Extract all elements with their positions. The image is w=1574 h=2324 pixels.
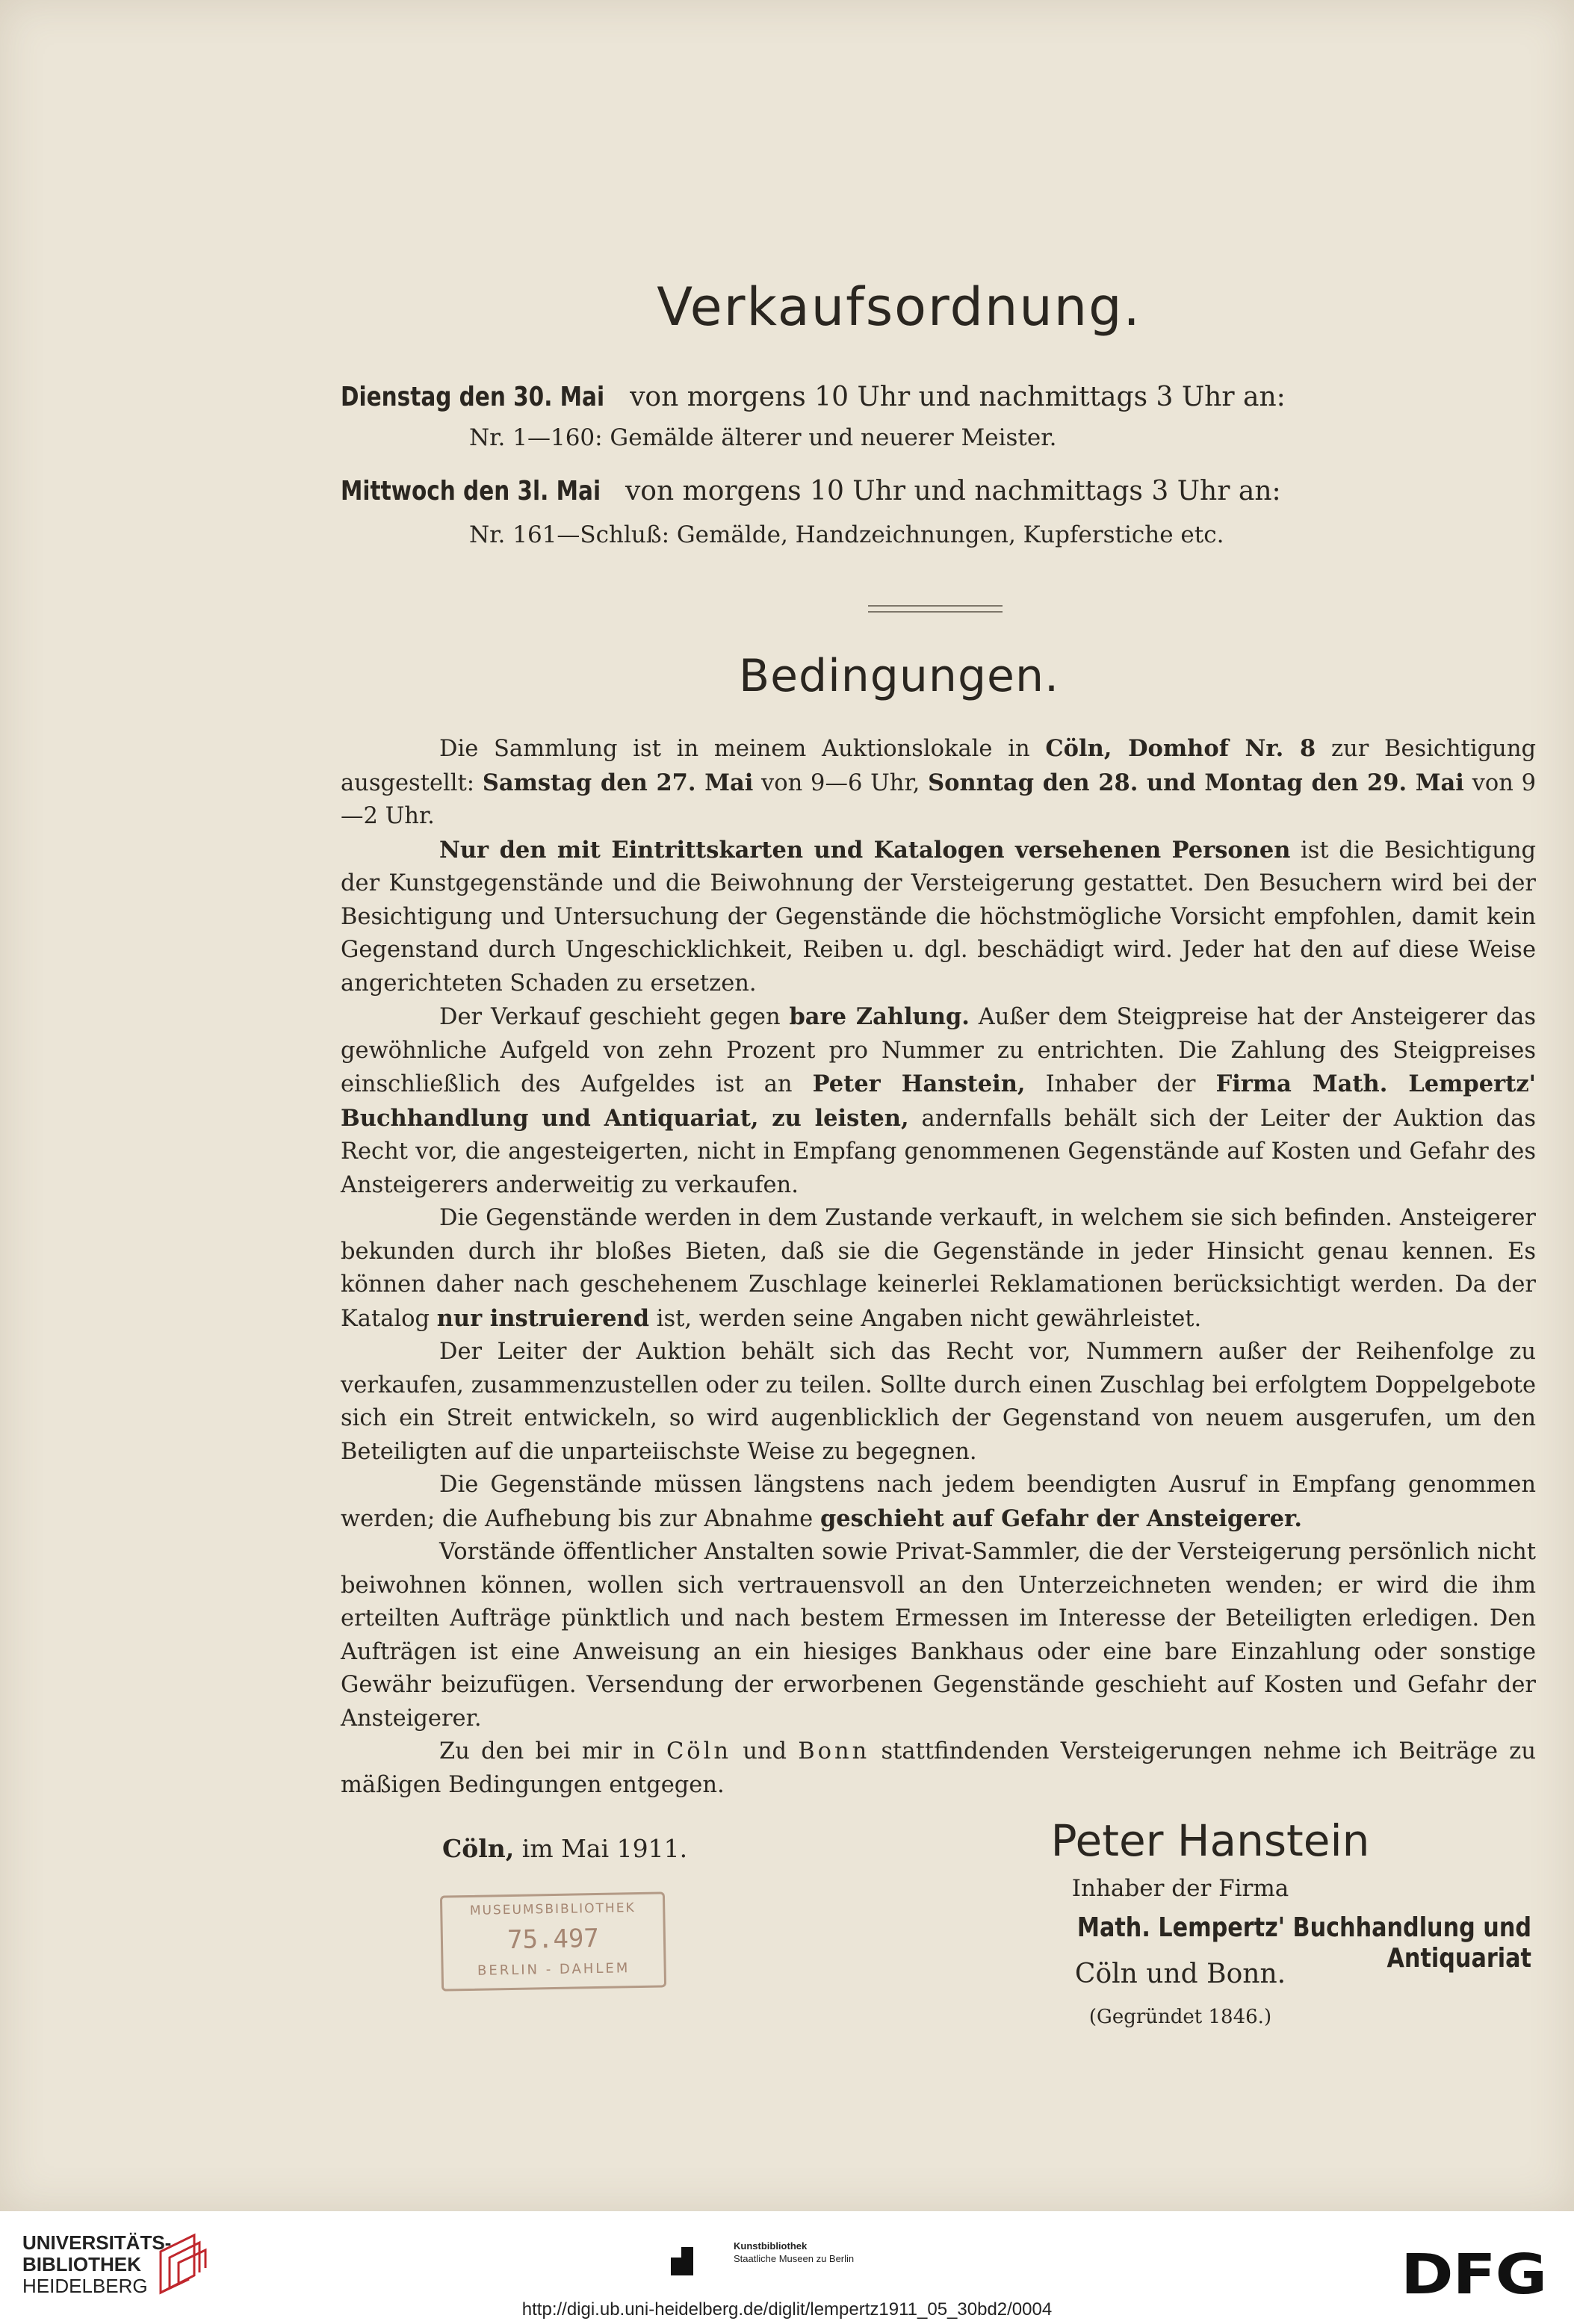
schedule-lots-2: Nr. 161—Schluß: Gemälde, Handzeichnungen, Kupferstiche etc. bbox=[469, 521, 1224, 548]
conditions-heading: Bedingungen. bbox=[738, 650, 1060, 702]
uni-heidelberg-wordmark: UNIVERSITÄTS- BIBLIOTHEK HEIDELBERG bbox=[22, 2231, 172, 2297]
page-title: Verkaufsordnung. bbox=[657, 276, 1141, 338]
paragraph-4: Die Gegenstände werden in dem Zustande verkauft, in welchem sie sich befinden. Ansteigerer bekunden durch ihr bloßes Bieten, daß sie die Gegenstände in jeder Hinsicht genau kennen. Es können daher nach geschehenem Zuschlage keinerlei Reklamationen berücksichtigt werden. Da der Katalog nur instruierend ist, werden seine Angaben nicht gewährleistet. bbox=[341, 1205, 1536, 1332]
dfg-logo: DFG bbox=[1401, 2243, 1547, 2307]
double-rule-divider bbox=[868, 605, 1003, 613]
signature-name: Peter Hanstein bbox=[1050, 1815, 1370, 1866]
schedule-time-1: von morgens 10 Uhr und nachmittags 3 Uhr an: bbox=[630, 382, 1286, 412]
signature-firm: Math. Lempertz' Buchhandlung und Antiquariat bbox=[1076, 1912, 1531, 1974]
paragraph-1: Die Sammlung ist in meinem Auktionslokale in Cöln, Domhof Nr. 8 zur Besichtigung ausgestellt: Samstag den 27. Mai von 9—6 Uhr, Sonntag den 28. und Montag den 29. Mai von 9—2 Uhr. bbox=[341, 735, 1537, 829]
signature-title: Inhaber der Firma bbox=[1071, 1875, 1289, 1902]
schedule-line-1 bbox=[341, 381, 1386, 414]
paragraph-5: Der Leiter der Auktion behält sich das Recht vor, Nummern außer der Reihenfolge zu verkaufen, zusammenzustellen oder zu teilen. Sollte durch einen Zuschlag bei erfolgtem Doppelgebote sich ein Streit entwickeln, so wird augenblicklich der Gegenstand von neuem ausgerufen, um den Beteiligten auf die unparteiischste Weise zu begegnen. bbox=[341, 1339, 1536, 1465]
kunstbibliothek-logo-icon bbox=[671, 2247, 693, 2275]
paragraph-8: Zu den bei mir in Cöln und Bonn stattfindenden Versteigerungen nehme ich Beiträge zu mäßigen Bedingungen entgegen. bbox=[341, 1738, 1536, 1798]
signature-city: Cöln und Bonn. bbox=[1074, 1959, 1286, 1989]
schedule-line-2 bbox=[341, 475, 1386, 508]
paragraph-6: Die Gegenstände müssen längstens nach jedem beendigten Ausruf in Empfang genommen werden; die Aufhebung bis zur Abnahme geschieht auf Gefahr der Ansteigerer. bbox=[341, 1472, 1536, 1532]
place-and-date: Cöln, im Mai 1911. bbox=[442, 1834, 688, 1863]
conditions-body bbox=[341, 732, 1536, 1802]
source-url-link[interactable]: http://digi.ub.uni-heidelberg.de/diglit/lempertz1911_05_30bd2/0004 bbox=[521, 2299, 1053, 2320]
paragraph-7: Vorstände öffentlicher Anstalten sowie Privat-Sammler, die der Versteigerung persönlich nicht beiwohnen können, wollen sich vertrauensvoll an den Unterzeichneten wenden; er wird die ihm erteilten Aufträge pünktlich und nach bestem Ermessen im Interesse der Beteiligten erledigen. Den Aufträgen ist eine Anweisung an ein hiesiges Bankhaus oder eine bare Einzahlung oder sonstige Gewähr beizufügen. Versendung der erworbenen Gegenstände geschieht auf Kosten und Gefahr der Ansteigerer. bbox=[341, 1539, 1536, 1732]
library-stamp: MUSEUMSBIBLIOTHEK 75.497 BERLIN - DAHLEM bbox=[440, 1891, 666, 1991]
schedule-lots-1: Nr. 1—160: Gemälde älterer und neuerer Meister. bbox=[469, 424, 1057, 451]
paragraph-3: Der Verkauf geschieht gegen bare Zahlung. Außer dem Steigpreise hat der Ansteigerer das gewöhnliche Aufgeld von zehn Prozent pro Nummer zu entrichten. Die Zahlung des Steigpreises einschließlich des Aufgeldes ist an Peter Hanstein, Inhaber der Firma Math. Lempertz' Buchhandlung und Antiquariat, zu leisten, andernfalls behält sich der Leiter der Auktion das Recht vor, die angesteigerten, nicht in Empfang genommenen Gegenstände auf Kosten und Gefahr des Ansteigerers anderweitig zu verkaufen. bbox=[341, 1003, 1537, 1198]
digitization-footer bbox=[0, 2211, 1574, 2324]
paragraph-2: Nur den mit Eintrittskarten und Katalogen versehenen Personen ist die Besichtigung der Kunstgegenstände und die Beiwohnung der Versteigerung gestattet. Den Besuchern wird bei der Besichtigung und Untersuchung der Gegenstände die höchstmögliche Vorsicht empfohlen, damit kein Gegenstand durch Ungeschicklichkeit, Reiben u. dgl. beschädigt wird. Jeder hat den auf diese Weise angerichteten Schaden zu ersetzen. bbox=[341, 836, 1537, 997]
kunstbibliothek-label: Kunstbibliothek Staatliche Museen zu Berlin bbox=[734, 2240, 855, 2264]
schedule-time-2: von morgens 10 Uhr und nachmittags 3 Uhr an: bbox=[625, 476, 1281, 506]
signature-founded: (Gegründet 1846.) bbox=[1088, 2006, 1272, 2028]
schedule-day-1: Dienstag den 30. Mai bbox=[341, 382, 605, 412]
uni-heidelberg-logo-icon bbox=[153, 2229, 220, 2296]
schedule-day-2: Mittwoch den 3l. Mai bbox=[341, 476, 601, 506]
